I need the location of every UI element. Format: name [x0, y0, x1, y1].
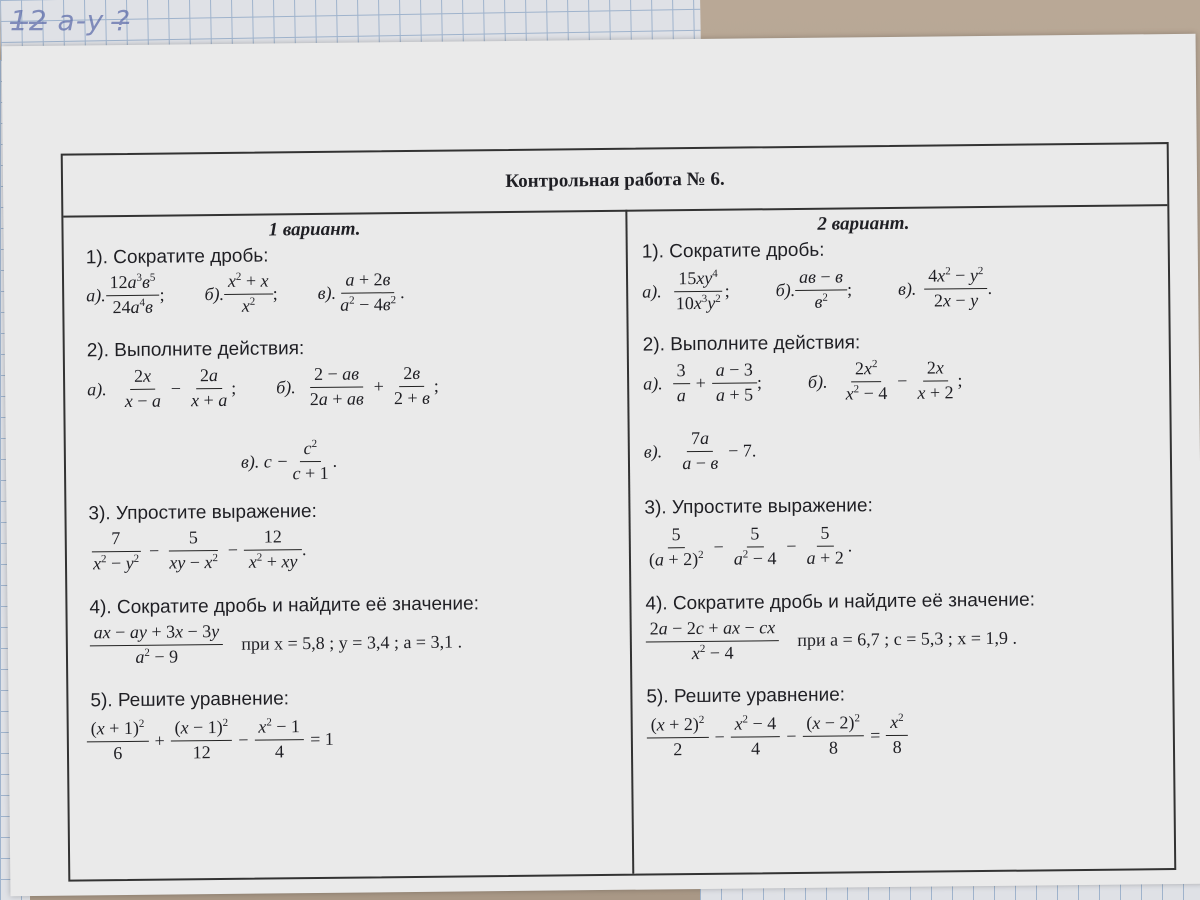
v2-task-4: 4). Сократите дробь и найдите её значение:: [645, 589, 1036, 615]
v2-task-1-items: а). $\frac{15xy^4}{10x^3y^2}$ ; б). $\frac{aв - в}{в^2}$ ; в). $\frac{4x^2 - y^2}{2x - y}$ .: [642, 265, 993, 314]
v1-task-3: 3). Упростите выражение:: [88, 500, 317, 525]
v2-task-1: 1). Сократите дробь:: [641, 239, 825, 263]
variant-1-heading: 1 вариант.: [268, 218, 361, 241]
v1-task-2c: в). c − $\frac{c^2}{c + 1}$ .: [240, 437, 338, 484]
v1-task-1: 1). Сократите дробь:: [85, 245, 269, 269]
variant-1-column: [63, 210, 632, 880]
worksheet-frame: [61, 142, 1177, 882]
v1-task-1-items: а). $\frac{12a^3в^5}{24a^4в}$ ; б). $\frac{x^2 + x}{x^2}$ ; в). $\frac{a + 2в}{a^2 - 4в^2}$ .: [86, 269, 405, 317]
v1-task-2: 2). Выполните действия:: [86, 338, 305, 362]
variant-2-heading: 2 вариант.: [817, 212, 910, 235]
v2-task-4-expr: $\frac{2a - 2c + ax - cx}{x^2 - 4}$ при a = 6,7 ; c = 5,3 ; x = 1,9 .: [646, 616, 1018, 664]
v1-task-2-items: а). $\frac{2x}{x - a}$ − $\frac{2a}{x + a}$ ; б). $\frac{2 - aв}{2a + aв}$ + $\frac{2в}{2 + в}$ ;: [87, 362, 439, 411]
v2-task-3-expr: $\frac{5}{(a + 2)^2}$ − $\frac{5}{a^2 - 4}$ − $\frac{5}{a + 2}$ .: [648, 522, 853, 570]
variant-2-column: [627, 204, 1174, 874]
v2-task-4-conditions: при a = 6,7 ; c = 5,3 ; x = 1,9 .: [797, 627, 1018, 650]
handwritten-scribble: 1̶2̶ a-y ?̶: [10, 4, 131, 37]
v1-task-4-conditions: при x = 5,8 ; y = 3,4 ; a = 3,1 .: [241, 631, 463, 654]
v2-task-3: 3). Упростите выражение:: [644, 495, 873, 519]
v2-task-2c: в). $\frac{7a}{a - в}$ − 7.: [643, 427, 757, 473]
test-sheet: [2, 34, 1200, 896]
v2-task-5: 5). Решите уравнение:: [646, 684, 846, 708]
v2-task-2-items: а). $\frac{3}{a}$ + $\frac{a - 3}{a + 5}$ ; б). $\frac{2x^2}{x^2 - 4}$ − $\frac{2x}{x + 2}$ ;: [643, 357, 963, 406]
v2-task-5-equation: $\frac{(x + 2)^2}{2}$ − $\frac{x^2 - 4}{4}$ − $\frac{(x - 2)^2}{8}$ = $\frac{x^2}{8}$: [647, 713, 908, 760]
v1-task-5: 5). Решите уравнение:: [90, 688, 290, 712]
v2-task-2: 2). Выполните действия:: [642, 332, 861, 356]
v1-task-5-equation: $\frac{(x + 1)^2}{6}$ + $\frac{(x - 1)^2}{12}$ − $\frac{x^2 - 1}{4}$ = 1: [87, 717, 340, 764]
page-title: Контрольная работа № 6.: [505, 168, 725, 193]
v1-task-4-expr: $\frac{ax - ay + 3x - 3y}{a^2 - 9}$ при x = 5,8 ; y = 3,4 ; a = 3,1 .: [90, 619, 463, 667]
v1-task-3-expr: $\frac{7}{x^2 - y^2}$ − $\frac{5}{xy - x^2}$ − $\frac{12}{x^2 + xy}$ .: [92, 526, 307, 574]
v1-task-4: 4). Сократите дробь и найдите её значение:: [89, 593, 480, 619]
